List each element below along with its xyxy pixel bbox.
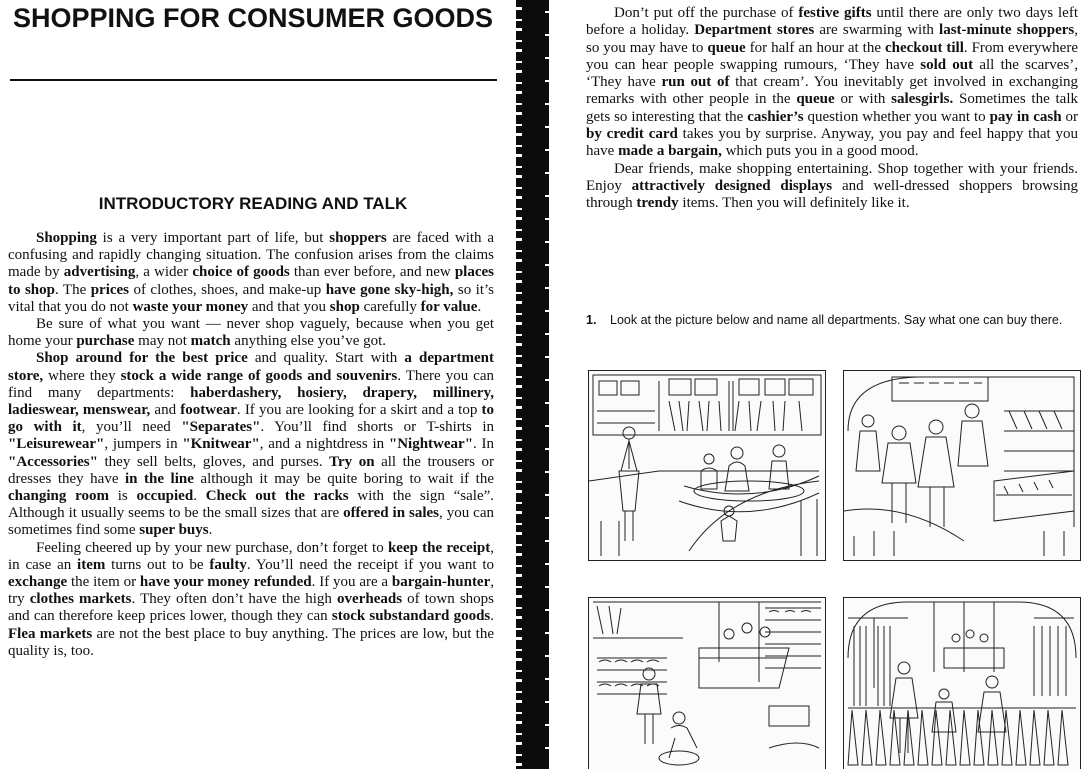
vocab-term: Shop around xyxy=(36,350,123,367)
text-paragraph: Dear friends, make shopping entertaining. Shop together with your friends. Enjoy attractively designed displays and well-dressed shoppers browsing through trendy items. Then you will definitely like it. xyxy=(586,160,1078,212)
title-divider xyxy=(10,79,497,81)
vocab-term: prices xyxy=(90,281,130,298)
vocab-term: made a bargain, xyxy=(618,143,722,160)
vocab-term: "Leisurewear" xyxy=(8,436,105,453)
vocab-term: Check out the racks xyxy=(205,488,349,505)
vocab-term: trendy xyxy=(636,195,679,212)
vocab-term: last-minute shoppers xyxy=(939,22,1075,39)
vocab-term: super buys xyxy=(139,522,209,539)
vocab-term: "Knitwear" xyxy=(182,436,260,453)
book-spine xyxy=(520,0,546,769)
exercise-task xyxy=(586,312,1080,329)
intro-text xyxy=(8,230,494,660)
vocab-term: keep the receipt xyxy=(387,539,491,556)
vocab-term: "Separates" xyxy=(181,419,261,436)
vocab-term: Try on xyxy=(329,453,375,470)
vocab-term: "Accessories" xyxy=(8,453,98,470)
task-number: 1. xyxy=(586,313,597,327)
vocab-term: queue xyxy=(707,39,746,56)
vocab-term: bargain-hunter xyxy=(391,574,491,591)
illustration-dress-racks xyxy=(843,597,1081,769)
vocab-term: purchase xyxy=(76,333,135,350)
vocab-term: changing room xyxy=(8,488,109,505)
vocab-term: advertising xyxy=(63,264,136,281)
vocab-term: sold out xyxy=(920,56,974,73)
vocab-term: checkout till xyxy=(884,39,964,56)
vocab-term: for value xyxy=(420,298,478,315)
illustration-footwear-shop xyxy=(588,597,826,769)
vocab-term: attractively designed displays xyxy=(631,177,833,194)
vocab-term: by credit card xyxy=(586,126,678,143)
vocab-term: clothes markets xyxy=(29,591,132,608)
vocab-term: queue xyxy=(796,91,835,108)
vocab-term: occupied xyxy=(136,488,194,505)
vocab-term: item xyxy=(77,556,106,573)
vocab-term: in the line xyxy=(125,470,194,487)
section-heading: INTRODUCTORY READING AND TALK xyxy=(98,194,408,213)
page-title: SHOPPING FOR CONSUMER GOODS xyxy=(12,3,494,33)
vocab-term: exchange xyxy=(8,574,68,591)
vocab-term: Department stores xyxy=(694,22,815,39)
intro-paragraph: Be sure of what you want — never shop vaguely, because when you get home your purchase may not match anything else you’ve got. xyxy=(8,316,494,350)
vocab-term: places to shop xyxy=(8,264,494,298)
intro-paragraph: Shop around for the best price and quality. Start with a department store, where they stock a wide range of goods and souvenirs. There you can find many departments: haberdashery, hosiery, drapery, millinery, ladieswear, menswear, and footwear. If you are looking for a skirt and a top to go with it, you’ll need "Separates". You’ll find shorts or T-shirts in "Leisurewear", jumpers in "Knitwear", and a nightdress in "Nightwear". In "Accessories" they sell belts, gloves, and purses. Try on all the trousers or dresses they have in the line although it may be quite boring to wait if the changing room is occupied. Check out the racks with the sign “sale”. Although it usually seems to be the small sizes that are offered in sales, you can sometimes find some super buys. xyxy=(8,350,495,539)
task-text: Look at the picture below and name all departments. Say what one can buy there. xyxy=(610,313,1063,327)
vocab-term: waste your money xyxy=(132,298,249,315)
text-paragraph: Don’t put off the purchase of festive gifts until there are only two days left before a holiday. Department stores are swarming with last-minute shoppers, so you may have to queue for half an hour at the checkout till. From everywhere you can hear people swapping rumours, ‘They have sold out all the scarves’, ‘They have run out of that cream’. You inevitably get involved in exchanging remarks with other people in the queue or with salesgirls. Sometimes the talk gets so interesting that the cashier’s question whether you want to pay in cash or by credit card takes you by surprise. Anyway, you pay and feel happy that you have made a bargain, which puts you in a good mood. xyxy=(586,5,1079,160)
vocab-term: run out of xyxy=(661,74,730,91)
continued-text xyxy=(586,5,1078,213)
vocab-term: stock a wide range of goods and souvenirs xyxy=(120,367,398,384)
vocab-term: have your money refunded xyxy=(139,574,312,591)
vocab-term: stock substandard goods xyxy=(331,608,491,625)
intro-paragraph: Feeling cheered up by your new purchase, don’t forget to keep the receipt, in case an item turns out to be faulty. You’ll need the receipt if you want to exchange the item or have your money refunded. If you are a bargain-hunter, try clothes markets. They often don’t have the high overheads of town shops and can therefore keep prices lower, though they can stock substandard goods. Flea markets are not the best place to buy anything. The prices are low, but the quality is, too. xyxy=(8,539,494,659)
vocab-term: cashier’s xyxy=(747,108,804,125)
vocab-term: festive gifts xyxy=(798,5,872,21)
vocab-term: shop xyxy=(329,298,360,315)
vocab-term: shoppers xyxy=(329,230,387,246)
vocab-term: salesgirls. xyxy=(891,91,954,108)
vocab-term: a department store, xyxy=(8,350,495,384)
vocab-term: have gone sky-high, xyxy=(325,281,454,298)
vocab-term: faulty xyxy=(209,556,247,573)
vocab-term: for the best price xyxy=(129,350,248,367)
left-page xyxy=(0,0,520,769)
illustration-shoe-department xyxy=(843,370,1081,561)
vocab-term: to go with it xyxy=(8,402,495,436)
illustration-clothing-department xyxy=(588,370,826,561)
vocab-term: footwear xyxy=(180,402,237,419)
vocab-term: haberdashery, hosiery, drapery, millinery, ladieswear, menswear, xyxy=(8,384,495,419)
intro-paragraph: Shopping is a very important part of life, but shoppers are faced with a confusing and rapidly changing situation. The confusion arises from the claims made by advertising, a wider choice of goods than ever before, and new places to shop. The prices of clothes, shoes, and make-up have gone sky-high, so it’s vital that you do not waste your money and that you shop carefully for value. xyxy=(8,230,494,315)
right-page xyxy=(546,0,1081,769)
vocab-term: offered in sales xyxy=(343,505,440,522)
vocab-term: overheads xyxy=(337,591,403,608)
vocab-term: "Nightwear" xyxy=(388,436,474,453)
vocab-term: pay in cash xyxy=(989,108,1062,125)
vocab-term: choice of goods xyxy=(192,264,290,281)
vocab-term: Shopping xyxy=(36,230,97,246)
vocab-term: Flea markets xyxy=(8,625,93,642)
vocab-term: match xyxy=(190,333,231,350)
